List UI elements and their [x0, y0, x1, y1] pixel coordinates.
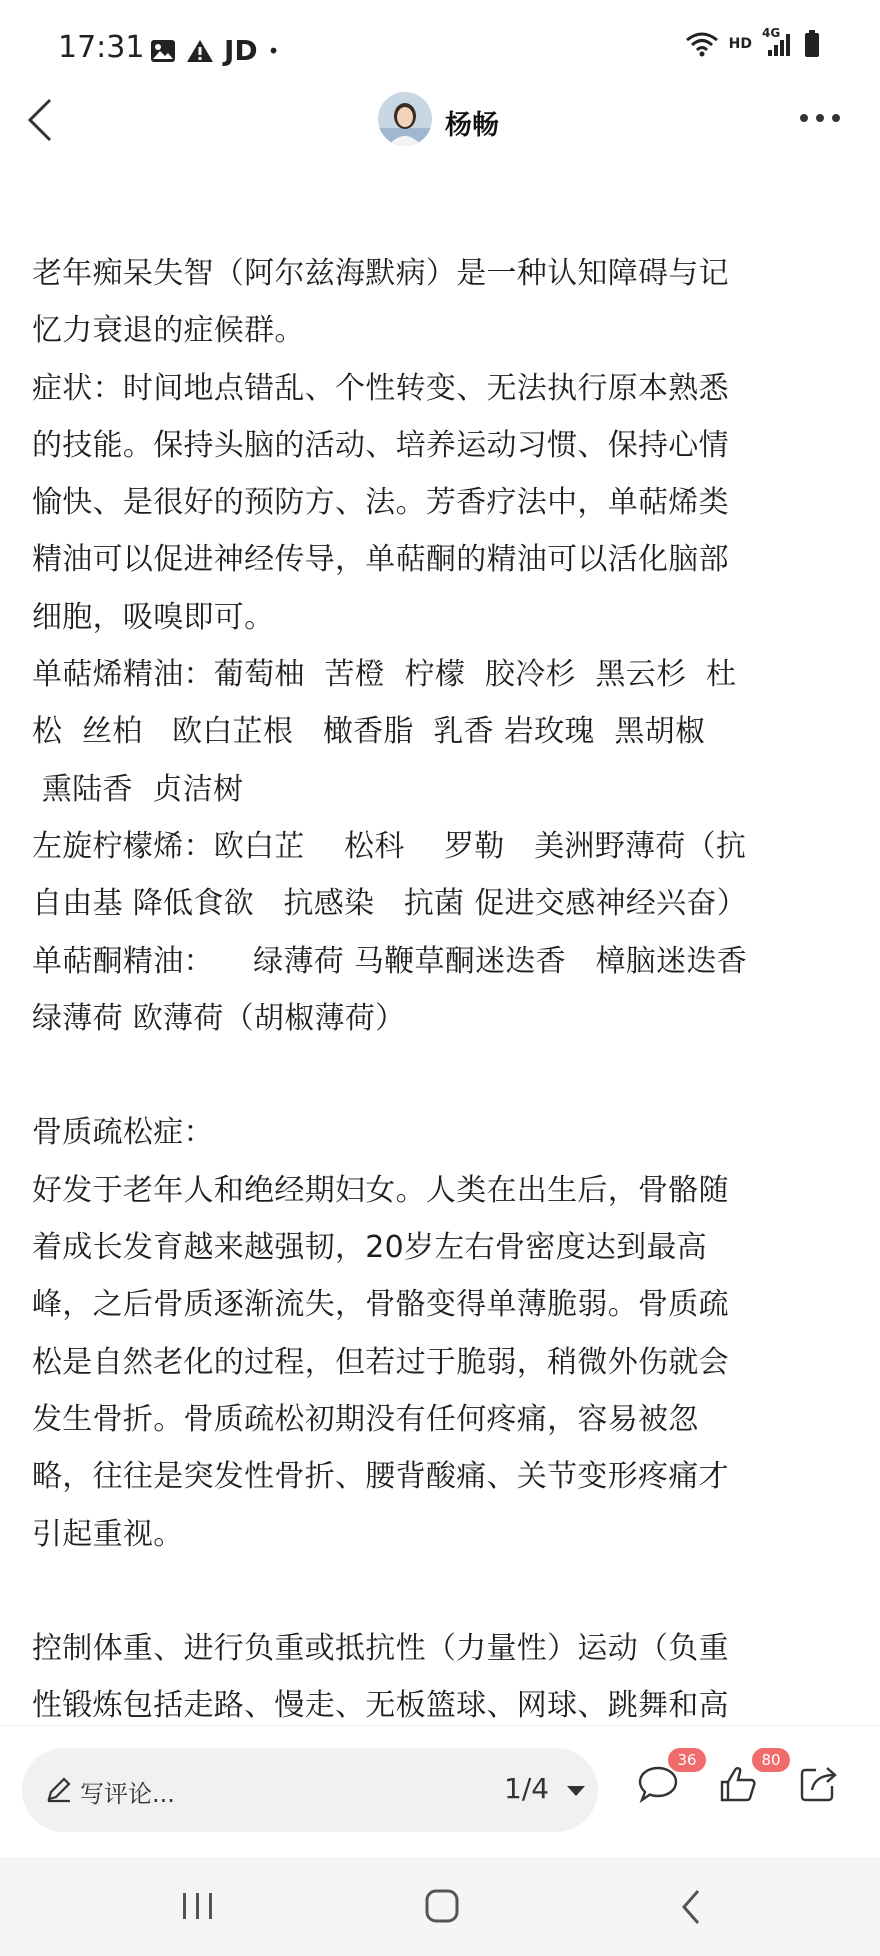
pencil-icon [44, 1774, 74, 1804]
share-icon [796, 1762, 840, 1806]
article-body [32, 245, 852, 1735]
home-button[interactable] [418, 1887, 468, 1927]
article-line: 熏陆香 贞洁树 [32, 771, 244, 807]
article-line: 峰，之后骨质逐渐流失，骨骼变得单薄脆弱。骨质疏 [32, 1287, 729, 1323]
article-line: 略，往往是突发性骨折、腰背酸痛、关节变形疼痛才 [32, 1459, 729, 1495]
article-line: 着成长发育越来越强韧，20岁左右骨密度达到最高 [32, 1230, 708, 1266]
back-icon [20, 90, 60, 150]
back-button[interactable] [20, 90, 60, 150]
article-line: 控制体重、进行负重或抵抗性（力量性）运动（负重 [32, 1631, 729, 1667]
article-line: 症状：时间地点错乱、个性转变、无法执行原本熟悉 [32, 370, 729, 406]
article-line: 忆力衰退的症候群。 [32, 313, 305, 349]
gallery-icon [150, 39, 176, 63]
like-button[interactable] [716, 1751, 781, 1814]
like-count-badge: 80 [752, 1748, 790, 1772]
article-line: 的技能。保持头脑的活动、培养运动习惯、保持心情 [32, 427, 729, 463]
wifi-icon [685, 30, 719, 58]
system-back-button[interactable] [668, 1887, 718, 1927]
hd-indicator: HD [728, 36, 752, 52]
article-line: 自由基 降低食欲 抗感染 抗菌 促进交感神经兴奋） [32, 886, 747, 922]
share-button[interactable] [796, 1762, 848, 1814]
status-bar [0, 0, 880, 100]
article-line: 性锻炼包括走路、慢走、无板篮球、网球、跳舞和高 [32, 1688, 729, 1724]
chevron-left-icon [668, 1887, 718, 1927]
warning-icon [186, 39, 214, 63]
more-icon-dot [816, 114, 824, 122]
article-line: 松是自然老化的过程，但若过于脆弱，稍微外伤就会 [32, 1344, 729, 1380]
network-type-label: 4G [762, 26, 781, 40]
article-line: 单萜酮精油： 绿薄荷 马鞭草酮迷迭香 樟脑迷迭香 [32, 943, 747, 979]
comment-toolbar [0, 1725, 880, 1858]
article-heading: 骨质疏松症： [32, 1115, 214, 1151]
paragraph-gap [32, 1047, 852, 1104]
status-notification-icons [150, 34, 279, 67]
home-icon [418, 1887, 468, 1927]
article-line: 发生骨折。骨质疏松初期没有任何疼痛，容易被忽 [32, 1401, 699, 1437]
page-indicator[interactable]: 1/4 [504, 1772, 550, 1805]
article-line: 老年痴呆失智（阿尔兹海默病）是一种认知障碍与记 [32, 256, 729, 291]
author-name[interactable]: 杨畅 [445, 110, 499, 141]
caret-down-icon[interactable] [567, 1786, 585, 1796]
article-line: 左旋柠檬烯：欧白芷 松科 罗勒 美洲野薄荷（抗 [32, 828, 747, 864]
article-line: 愉快、是很好的预防方、法。芳香疗法中，单萜烯类 [32, 485, 729, 521]
like-icon [716, 1762, 760, 1806]
author-avatar[interactable] [378, 92, 432, 146]
comment-count-badge: 36 [668, 1748, 706, 1772]
article-line: 精油可以促进神经传导，单萜酮的精油可以活化脑部 [32, 542, 729, 578]
recent-apps-button[interactable] [173, 1887, 223, 1927]
article-line: 松 丝柏 欧白芷根 橄香脂 乳香 岩玫瑰 黑胡椒 [32, 714, 706, 750]
status-system-icons [685, 26, 820, 58]
system-nav-bar [0, 1857, 880, 1956]
comment-button[interactable] [636, 1751, 697, 1814]
article-line: 绿薄荷 欧薄荷（胡椒薄荷） [32, 1000, 406, 1036]
more-icon-dot [832, 114, 840, 122]
signal-icon [762, 26, 794, 58]
comment-placeholder: 写评论... [80, 1780, 175, 1808]
article-line: 细胞，吸嗅即可。 [32, 599, 275, 635]
status-time: 17:31 [58, 30, 145, 65]
article-line: 单萜烯精油：葡萄柚 苦橙 柠檬 胶冷杉 黑云杉 杜 [32, 657, 737, 693]
more-icon-dot [800, 114, 808, 122]
more-button[interactable] [800, 108, 844, 128]
article-line: 好发于老年人和绝经期妇女。人类在出生后，骨骼随 [32, 1172, 729, 1208]
more-notifications-dot: • [267, 38, 280, 63]
battery-icon [804, 30, 820, 58]
article-line: 引起重视。 [32, 1516, 184, 1552]
jd-app-icon: JD [224, 34, 258, 67]
recent-apps-icon [173, 1887, 223, 1927]
paragraph-gap [32, 1563, 852, 1620]
comment-input[interactable] [22, 1748, 598, 1832]
